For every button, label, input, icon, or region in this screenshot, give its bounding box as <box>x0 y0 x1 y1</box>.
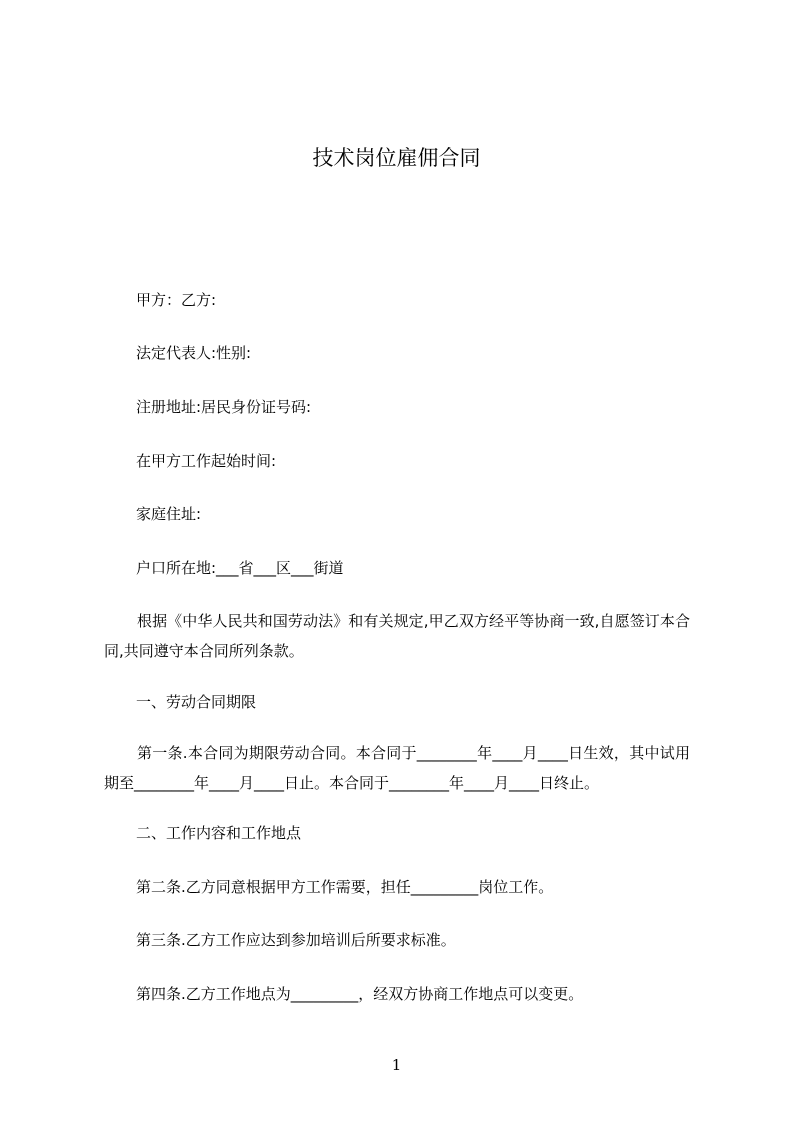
start-time-line: 在甲方工作起始时间: <box>136 452 277 470</box>
registered-address-line: 注册地址:居民身份证号码: <box>136 398 312 416</box>
legal-representative-line: 法定代表人:性别: <box>136 344 252 362</box>
article-1: 第一条.本合同为期限劳动合同。本合同于________年____月____日生效，其中试用期至________年____月____日止。本合同于________年____月____日终止。 <box>104 744 690 792</box>
article-2: 第二条.乙方同意根据甲方工作需要，担任_________岗位工作。 <box>136 878 554 896</box>
page-number: 1 <box>391 1056 402 1074</box>
section2-heading: 二、工作内容和工作地点 <box>136 824 302 842</box>
article-4: 第四条.乙方工作地点为_________，经双方协商工作地点可以变更。 <box>136 985 584 1003</box>
home-address-line: 家庭住址: <box>136 505 202 523</box>
article-3: 第三条.乙方工作应达到参加培训后所要求标准。 <box>136 931 456 949</box>
hukou-line: 户口所在地:___省___区___街道 <box>136 559 344 577</box>
section1-heading: 一、劳动合同期限 <box>136 693 257 711</box>
intro-paragraph: 根据《中华人民共和国劳动法》和有关规定,甲乙双方经平等协商一致,自愿签订本合同,共同遵守本合同所列条款。 <box>104 612 690 660</box>
document-title: 技术岗位雇佣合同 <box>312 146 481 170</box>
party-line: 甲方：乙方: <box>136 291 217 309</box>
